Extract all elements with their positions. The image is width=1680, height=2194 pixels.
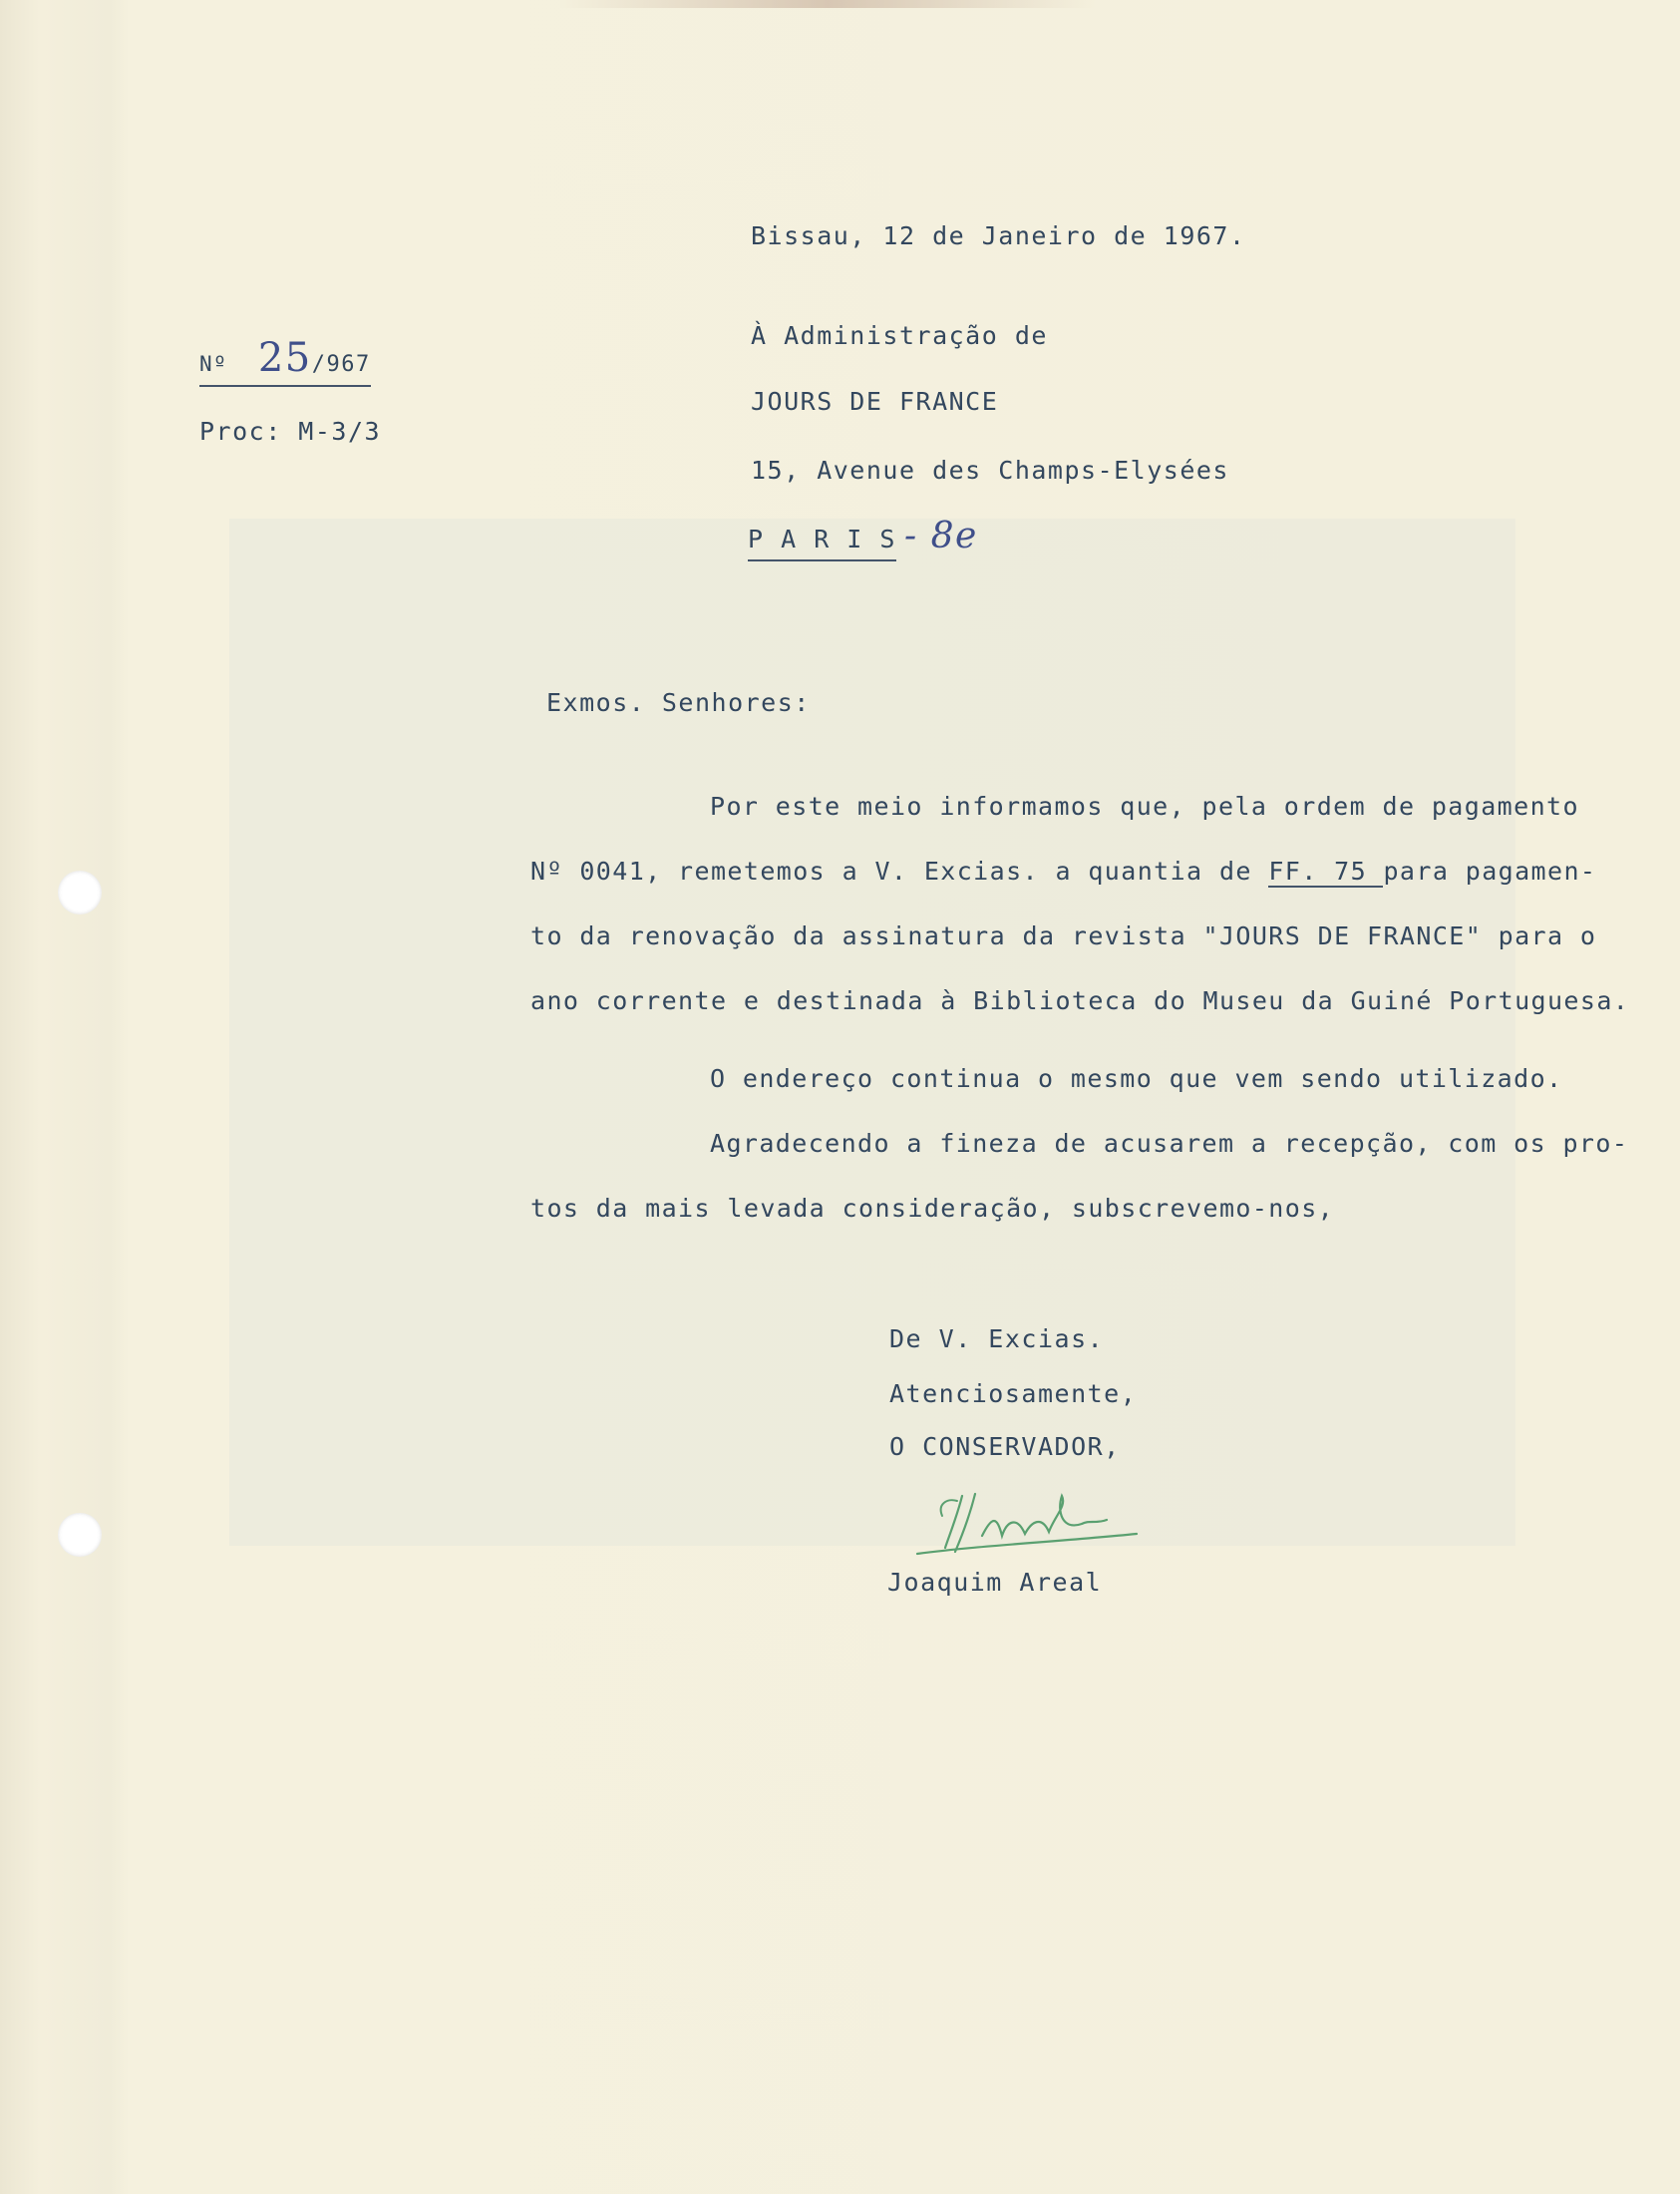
closing-line-1: De V. Excias.: [889, 1324, 1105, 1353]
reference-no-year: /967: [311, 352, 371, 377]
reference-number: [199, 335, 371, 387]
body-line-text: para pagamen-: [1383, 857, 1597, 886]
recipient-line-1: À Administração de: [751, 321, 1048, 350]
closing-title: O CONSERVADOR,: [889, 1432, 1121, 1461]
reference-no-number: 25: [257, 335, 312, 381]
recipient-city: [748, 516, 978, 556]
signatory-name: Joaquim Areal: [887, 1568, 1103, 1597]
body-line: ano corrente e destinada à Biblioteca do Museu da Guiné Portuguesa.: [530, 986, 1630, 1015]
punch-hole-lower: [58, 1513, 102, 1557]
reference-no-label: Nº: [199, 352, 228, 376]
body-line: to da renovação da assinatura da revista "JOURS DE FRANCE" para o: [530, 921, 1597, 950]
body-line: Por este meio informamos que, pela ordem de pagamento: [710, 792, 1579, 821]
place-date: Bissau, 12 de Janeiro de 1967.: [751, 221, 1246, 250]
body-line-text: Nº 0041, remetemos a V. Excias. a quantia de: [530, 857, 1269, 886]
closing-line-2: Atenciosamente,: [889, 1379, 1138, 1408]
punch-hole-upper: [58, 871, 102, 914]
body-line: O endereço continua o mesmo que vem sendo utilizado.: [710, 1064, 1563, 1093]
signature: [857, 1476, 1147, 1566]
top-edge-stain: [558, 0, 1097, 8]
recipient-city-name: P A R I S: [748, 525, 896, 561]
body-line: Agradecendo a fineza de acusarem a recepção, com os pro-: [710, 1129, 1629, 1158]
body-line: tos da mais levada consideração, subscrevemo-nos,: [530, 1194, 1335, 1223]
recipient-city-suffix: - 8e: [903, 516, 978, 556]
salutation: Exmos. Senhores:: [546, 688, 811, 717]
body-paragraph-3: [530, 1111, 1647, 1241]
body-paragraph-2: [530, 1046, 1647, 1111]
recipient-line-3: 15, Avenue des Champs-Elysées: [751, 456, 1229, 485]
recipient-line-2: JOURS DE FRANCE: [751, 387, 999, 416]
body-paragraph-1: [530, 774, 1647, 1033]
process-reference: Proc: M-3/3: [199, 417, 382, 446]
body-line: [530, 839, 1647, 904]
amount: FF. 75: [1268, 857, 1384, 886]
